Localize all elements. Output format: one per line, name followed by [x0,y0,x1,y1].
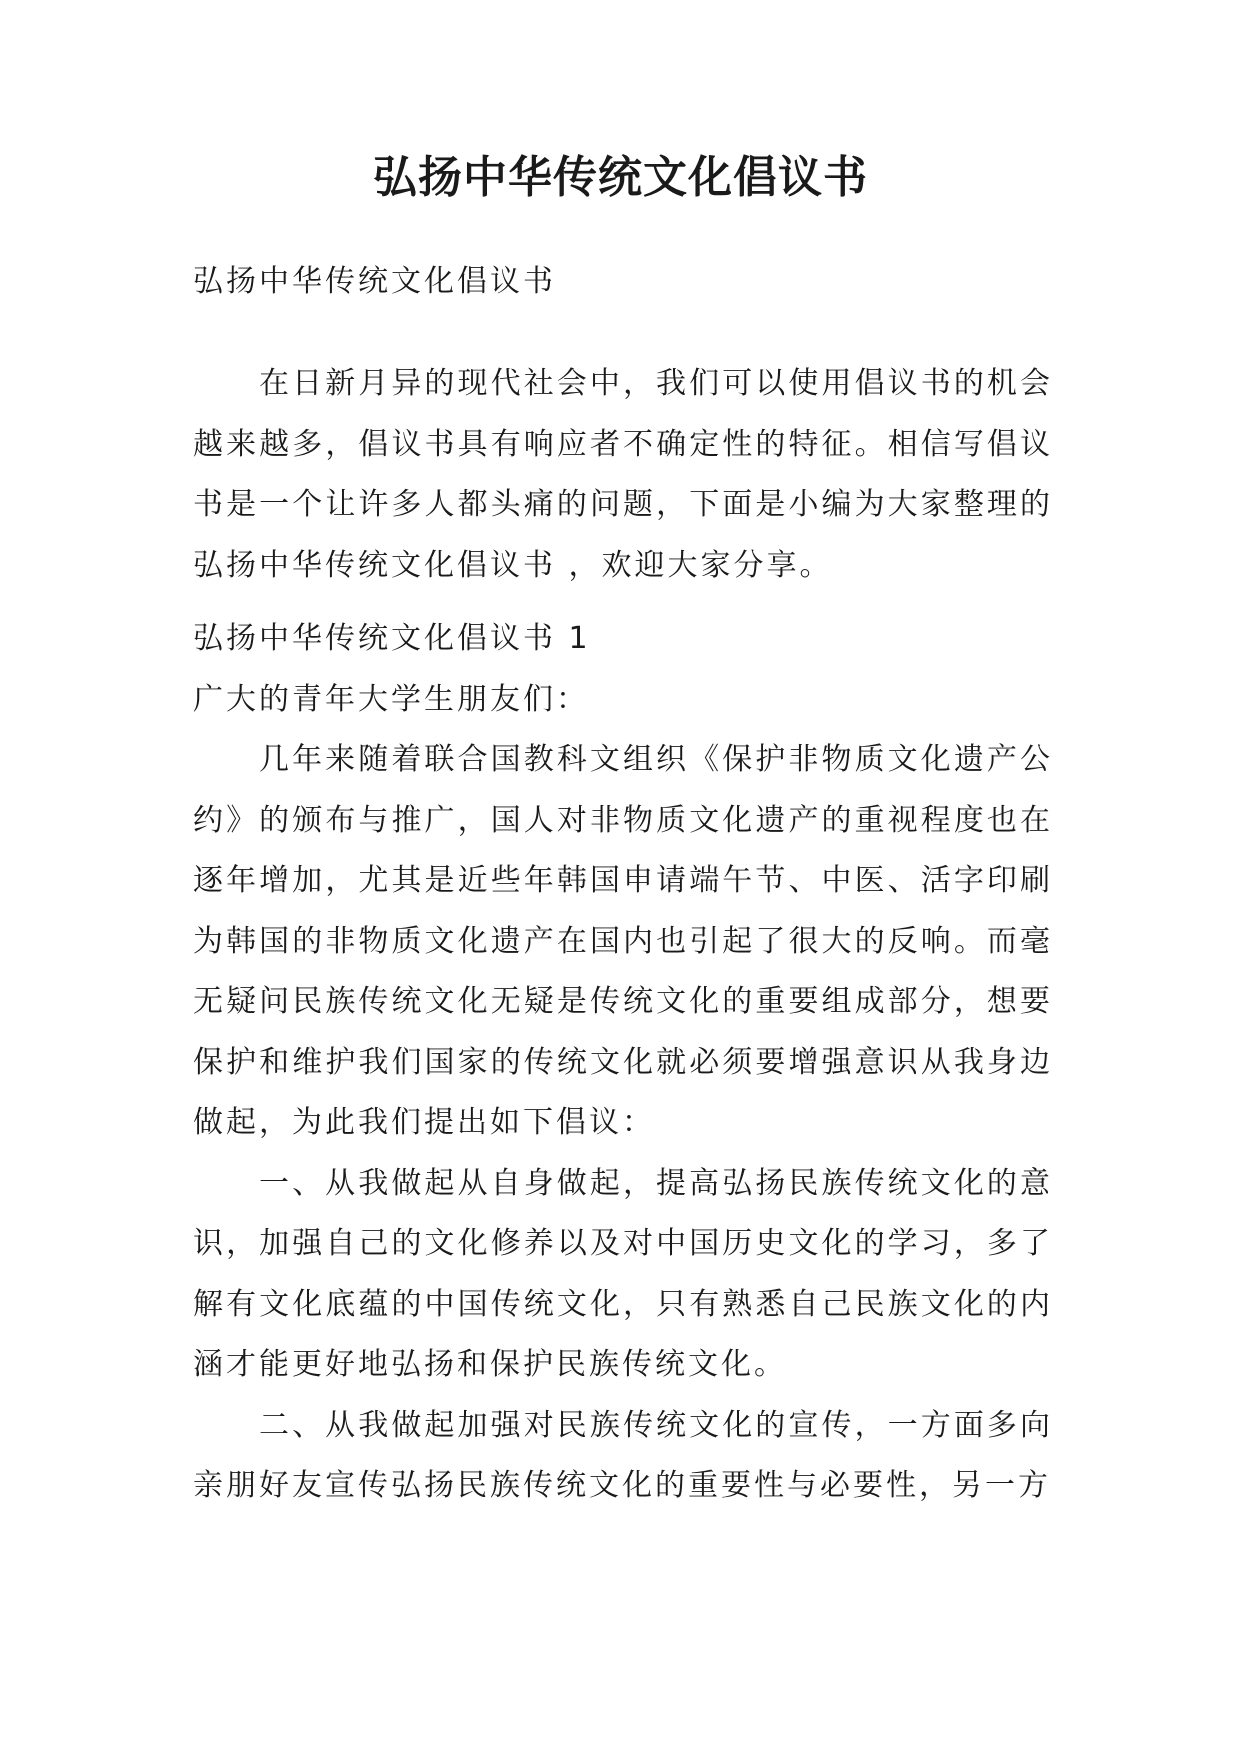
intro-block [193,354,1053,596]
document-subtitle-block [193,252,1053,313]
document-title: 弘扬中华传统文化倡议书 [373,152,868,203]
body-paragraph-1: 几年来随着联合国教科文组织《保护非物质文化遗产公约》的颁布与推广，国人对非物质文化遗产的重视程度也在逐年增加，尤其是近些年韩国申请端午节、中医、活字印刷为韩国的非物质文化遗产在国内也引起了很大的反响。而毫无疑问民族传统文化无疑是传统文化的重要组成部分，想要保护和维护我们国家的传统文化就必须要增强意识从我身边做起，为此我们提出如下倡议： [193,742,1053,1140]
body-paragraph-3: 二、从我做起加强对民族传统文化的宣传，一方面多向亲朋好友宣传弘扬民族传统文化的重要性与必要性，另一方 [193,1407,1053,1503]
intro-paragraph: 在日新月异的现代社会中，我们可以使用倡议书的机会越来越多，倡议书具有响应者不确定性的特征。相信写倡议书是一个让许多人都头痛的问题，下面是小编为大家整理的弘扬中华传统文化倡议书 ，欢迎大家分享。 [193,366,1053,583]
document-subtitle: 弘扬中华传统文化倡议书 [193,264,556,299]
section-block [193,609,1053,1517]
section-heading: 弘扬中华传统文化倡议书 1 [193,621,591,656]
body-paragraph-2: 一、从我做起从自身做起，提高弘扬民族传统文化的意识，加强自己的文化修养以及对中国历史文化的学习，多了解有文化底蕴的中国传统文化，只有熟悉自己民族文化的内涵才能更好地弘扬和保护民族传统文化。 [193,1165,1053,1382]
salutation: 广大的青年大学生朋友们： [193,681,589,717]
